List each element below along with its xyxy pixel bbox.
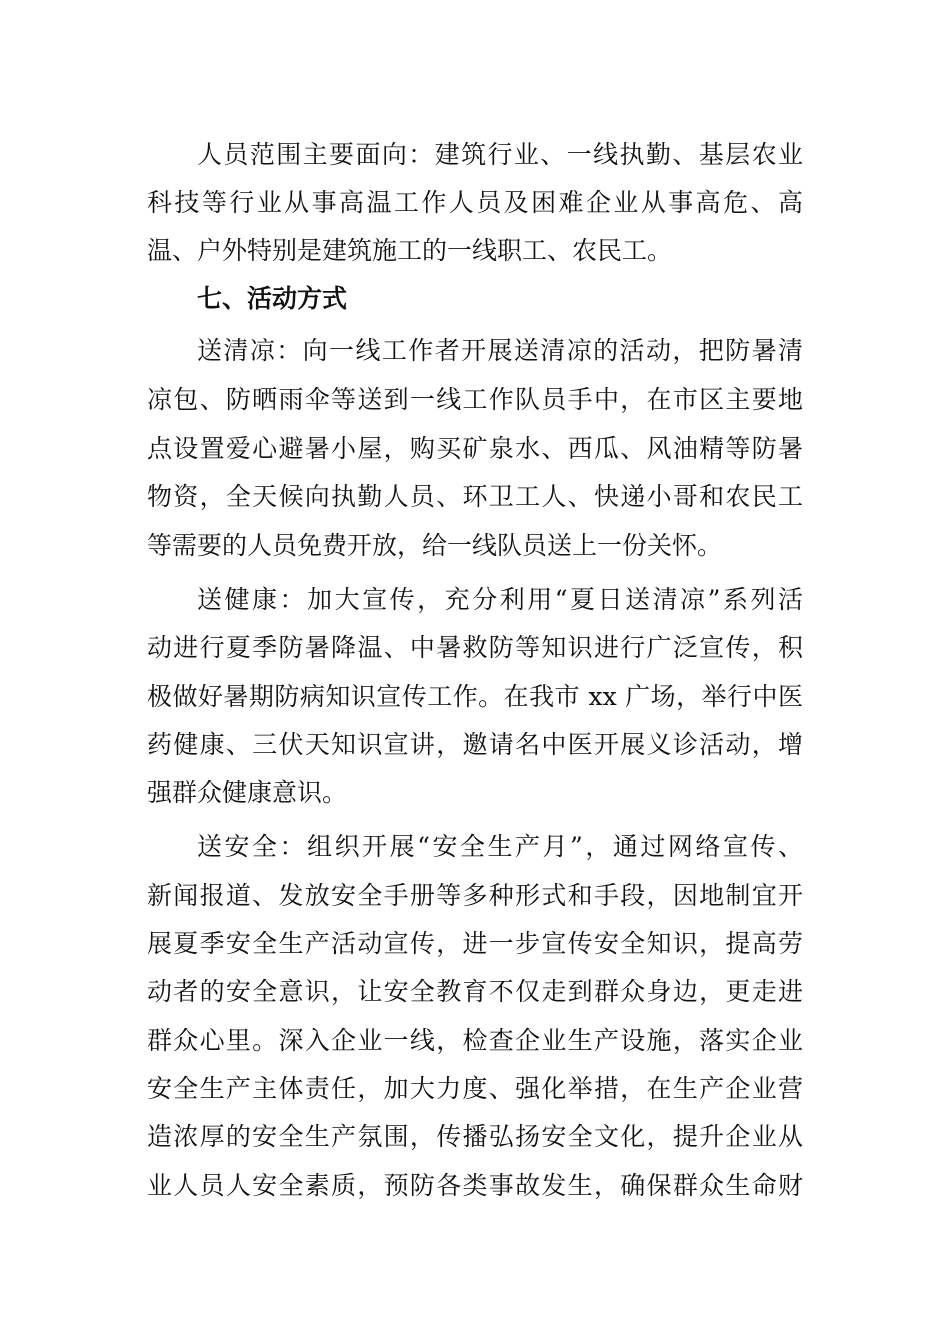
text-line: 安全生产主体责任，加大力度、强化举措，在生产企业营 <box>147 1074 803 1103</box>
section-heading: 七、活动方式 <box>197 284 348 313</box>
text-line: 业人员人安全素质，预防各类事故发生，确保群众生命财 <box>147 1171 803 1200</box>
text-line: 点设置爱心避暑小屋，购买矿泉水、西瓜、风油精等防暑 <box>147 434 803 463</box>
text-line: 凉包、防晒雨伞等送到一线工作队员手中，在市区主要地 <box>147 385 803 414</box>
text-line: 温、户外特别是建筑施工的一线职工、农民工。 <box>147 236 673 265</box>
text-line: 强群众健康意识。 <box>147 778 348 807</box>
text-line: 科技等行业从事高温工作人员及困难企业从事高危、高 <box>147 188 803 217</box>
text-line: 等需要的人员免费开放，给一线队员送上一份关怀。 <box>147 531 723 560</box>
text-line: 药健康、三伏天知识宣讲，邀请名中医开展义诊活动，增 <box>147 730 803 759</box>
text-line: 动进行夏季防暑降温、中暑救防等知识进行广泛宣传，积 <box>147 633 803 662</box>
text-line: 物资，全天候向执勤人员、环卫工人、快递小哥和农民工 <box>147 482 803 511</box>
text-line: 造浓厚的安全生产氛围，传播弘扬安全文化，提升企业从 <box>147 1122 803 1151</box>
text-line: 送安全：组织开展“安全生产月”，通过网络宣传、 <box>197 832 803 861</box>
text-line: 极做好暑期防病知识宣传工作。在我市 xx 广场，举行中医 <box>147 682 803 711</box>
text-line: 动者的安全意识，让安全教育不仅走到群众身边，更走进 <box>147 977 803 1006</box>
text-line: 新闻报道、发放安全手册等多种形式和手段，因地制宜开 <box>147 881 803 910</box>
text-line: 送清凉：向一线工作者开展送清凉的活动，把防暑清 <box>197 336 803 365</box>
text-line: 展夏季安全生产活动宣传，进一步宣传安全知识，提高劳 <box>147 929 803 958</box>
text-line: 送健康：加大宣传，充分利用“夏日送清凉”系列活 <box>197 585 803 614</box>
text-line: 人员范围主要面向：建筑行业、一线执勤、基层农业 <box>197 140 803 169</box>
text-line: 群众心里。深入企业一线，检查企业生产设施，落实企业 <box>147 1026 803 1055</box>
